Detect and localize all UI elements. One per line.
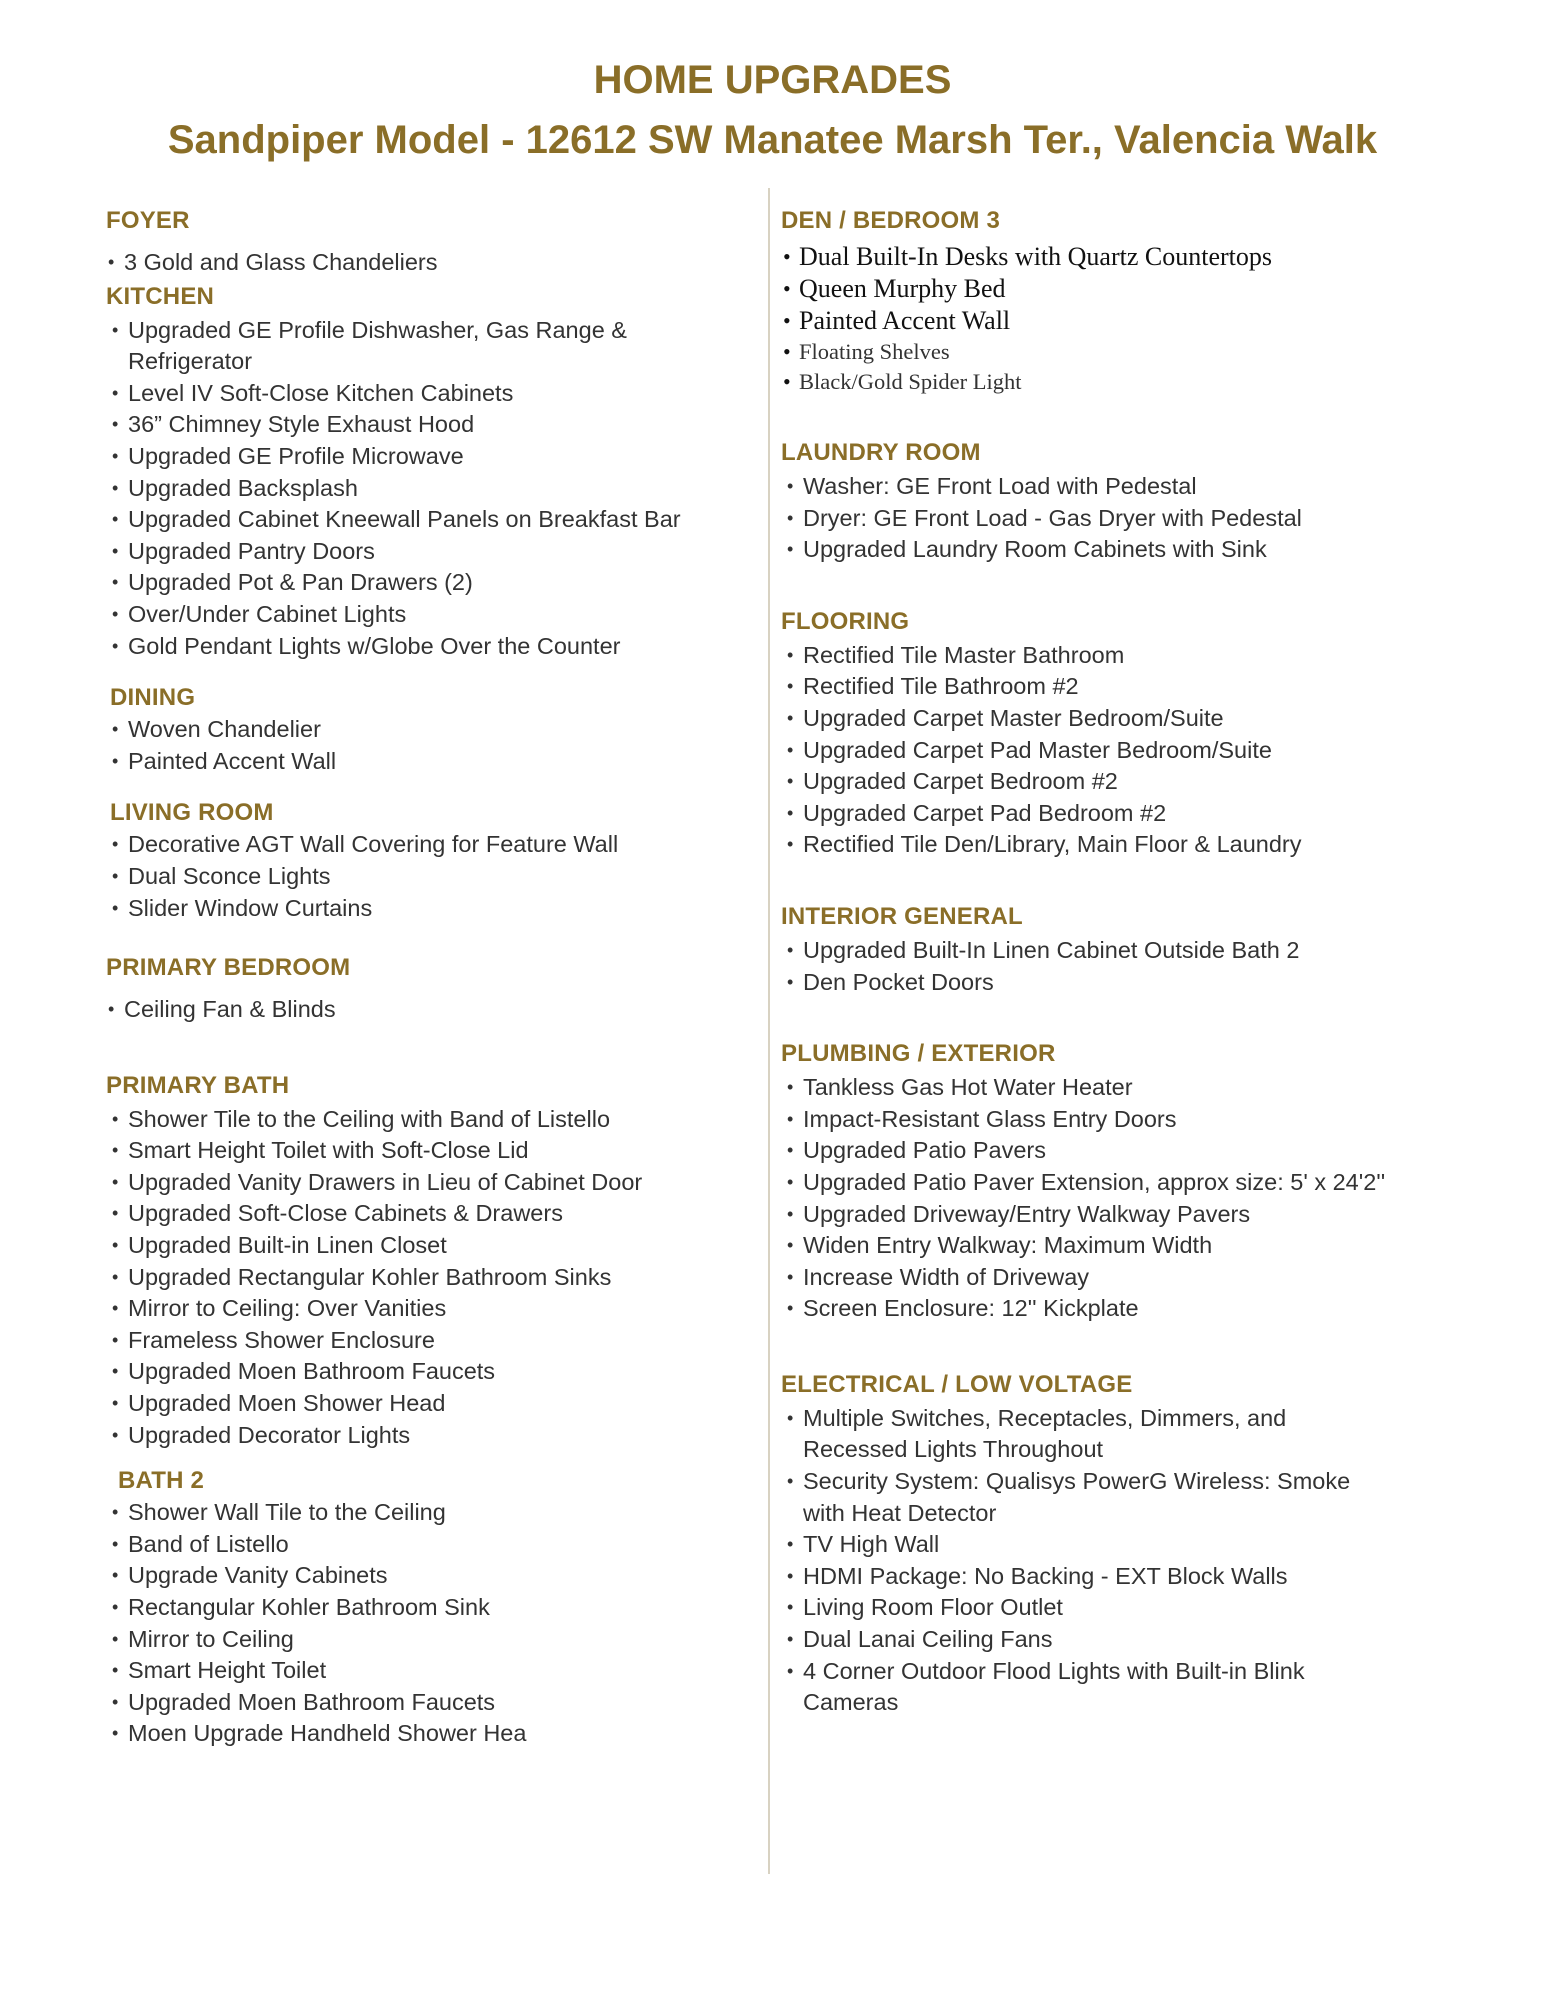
section-heading: BATH 2 xyxy=(118,1467,205,1495)
section-bath-2 xyxy=(106,1465,746,1750)
list-item: • Queen Murphy Bed xyxy=(781,273,1481,305)
list-item: • Screen Enclosure: 12'' Kickplate xyxy=(785,1293,1481,1325)
list-item: • Upgraded Patio Paver Extension, approx size: 5' x 24'2'' xyxy=(785,1167,1481,1199)
list-item: • 4 Corner Outdoor Flood Lights with Built-in Blink Cameras xyxy=(785,1656,1385,1719)
list-item: • Floating Shelves xyxy=(781,337,1481,367)
list-item: • Smart Height Toilet xyxy=(110,1655,746,1687)
section-plumbing-exterior xyxy=(781,1038,1481,1325)
section-foyer xyxy=(106,205,746,279)
list-item: • Upgraded Moen Bathroom Faucets xyxy=(110,1687,746,1719)
list-item: • Rectified Tile Den/Library, Main Floor & Laundry xyxy=(785,829,1481,861)
list-item: • Dual Sconce Lights xyxy=(110,861,746,893)
list-item: • Over/Under Cabinet Lights xyxy=(110,599,746,631)
section-heading: FLOORING xyxy=(781,607,910,635)
list-item: • Impact-Resistant Glass Entry Doors xyxy=(785,1104,1481,1136)
list-item: • HDMI Package: No Backing - EXT Block Walls xyxy=(785,1561,1385,1593)
list-item: • Upgraded Carpet Pad Bedroom #2 xyxy=(785,798,1481,830)
list-item: • Upgraded Built-In Linen Cabinet Outside Bath 2 xyxy=(785,935,1481,967)
list-item: • Painted Accent Wall xyxy=(110,746,746,778)
list-item: • Increase Width of Driveway xyxy=(785,1262,1481,1294)
list-item: • Dual Lanai Ceiling Fans xyxy=(785,1624,1385,1656)
section-heading: PRIMARY BATH xyxy=(106,1071,290,1099)
list-item: • Decorative AGT Wall Covering for Feature Wall xyxy=(110,829,746,861)
list-item: • Living Room Floor Outlet xyxy=(785,1592,1385,1624)
list-item: • Upgraded Moen Shower Head xyxy=(110,1388,746,1420)
section-flooring xyxy=(781,606,1481,861)
document-header xyxy=(0,52,1545,168)
list-item: • Black/Gold Spider Light xyxy=(781,367,1481,397)
section-kitchen xyxy=(106,281,746,663)
list-item: • 36” Chimney Style Exhaust Hood xyxy=(110,409,746,441)
list-item: • Upgraded Carpet Bedroom #2 xyxy=(785,766,1481,798)
list-item: • TV High Wall xyxy=(785,1529,1385,1561)
section-heading: ELECTRICAL / LOW VOLTAGE xyxy=(781,1370,1133,1398)
right-column xyxy=(781,205,1481,1719)
list-item: • Upgraded Pantry Doors xyxy=(110,536,746,568)
list-item: • Mirror to Ceiling xyxy=(110,1624,746,1656)
list-item: • Rectangular Kohler Bathroom Sink xyxy=(110,1592,746,1624)
list-item: • Upgraded GE Profile Microwave xyxy=(110,441,746,473)
list-item: • Upgraded Driveway/Entry Walkway Pavers xyxy=(785,1199,1481,1231)
section-heading: INTERIOR GENERAL xyxy=(781,902,1023,930)
list-item: • Rectified Tile Bathroom #2 xyxy=(785,671,1481,703)
list-item: • Multiple Switches, Receptacles, Dimmers, and Recessed Lights Throughout xyxy=(785,1403,1385,1466)
section-dining xyxy=(106,682,746,777)
list-item: • Gold Pendant Lights w/Globe Over the Counter xyxy=(110,631,746,663)
list-item: • Moen Upgrade Handheld Shower Hea xyxy=(110,1718,746,1750)
list-item: • Band of Listello xyxy=(110,1529,746,1561)
list-item: • Woven Chandelier xyxy=(110,714,746,746)
list-item: • Slider Window Curtains xyxy=(110,893,746,925)
list-item: • Den Pocket Doors xyxy=(785,967,1481,999)
list-item: • Washer: GE Front Load with Pedestal xyxy=(785,471,1481,503)
section-interior-general xyxy=(781,901,1481,998)
list-item: • Upgrade Vanity Cabinets xyxy=(110,1560,746,1592)
section-heading: FOYER xyxy=(106,207,190,234)
section-heading: DINING xyxy=(110,684,196,712)
list-item: • Upgraded Moen Bathroom Faucets xyxy=(110,1356,746,1388)
list-item: • Security System: Qualisys PowerG Wireless: Smoke with Heat Detector xyxy=(785,1466,1385,1529)
list-item: • Shower Tile to the Ceiling with Band of Listello xyxy=(110,1104,746,1136)
list-item: • Frameless Shower Enclosure xyxy=(110,1325,746,1357)
section-heading: DEN / BEDROOM 3 xyxy=(781,207,1001,234)
section-den-bedroom-3 xyxy=(781,205,1481,397)
section-laundry-room xyxy=(781,437,1481,566)
list-item: • Tankless Gas Hot Water Heater xyxy=(785,1072,1481,1104)
list-item: • Upgraded Rectangular Kohler Bathroom Sinks xyxy=(110,1262,746,1294)
list-item: • Upgraded Decorator Lights xyxy=(110,1420,746,1452)
list-item: • Upgraded Vanity Drawers in Lieu of Cabinet Door xyxy=(110,1167,746,1199)
list-item: • Upgraded GE Profile Dishwasher, Gas Range & Refrigerator xyxy=(110,315,746,378)
list-item: • 3 Gold and Glass Chandeliers xyxy=(106,247,746,279)
list-item: • Upgraded Built-in Linen Closet xyxy=(110,1230,746,1262)
list-item: • Upgraded Pot & Pan Drawers (2) xyxy=(110,567,746,599)
list-item: • Upgraded Carpet Master Bedroom/Suite xyxy=(785,703,1481,735)
section-electrical-low-voltage xyxy=(781,1369,1481,1719)
list-item: • Upgraded Laundry Room Cabinets with Sink xyxy=(785,534,1481,566)
section-heading: LAUNDRY ROOM xyxy=(781,439,981,466)
list-item: • Upgraded Soft-Close Cabinets & Drawers xyxy=(110,1198,746,1230)
list-item: • Level IV Soft-Close Kitchen Cabinets xyxy=(110,378,746,410)
list-item: • Upgraded Cabinet Kneewall Panels on Breakfast Bar xyxy=(110,504,746,536)
section-primary-bedroom xyxy=(106,952,746,1026)
section-heading: PRIMARY BEDROOM xyxy=(106,954,351,982)
list-item: • Painted Accent Wall xyxy=(781,305,1481,337)
list-item: • Smart Height Toilet with Soft-Close Lid xyxy=(110,1135,746,1167)
section-heading: LIVING ROOM xyxy=(110,799,274,827)
section-living-room xyxy=(106,797,746,924)
list-item: • Dryer: GE Front Load - Gas Dryer with Pedestal xyxy=(785,503,1481,535)
list-item: • Shower Wall Tile to the Ceiling xyxy=(110,1497,746,1529)
column-divider xyxy=(768,188,770,1874)
page-title: HOME UPGRADES xyxy=(593,58,952,102)
section-primary-bath xyxy=(106,1070,746,1452)
list-item: • Rectified Tile Master Bathroom xyxy=(785,640,1481,672)
list-item: • Dual Built-In Desks with Quartz Countertops xyxy=(781,241,1481,273)
list-item: • Widen Entry Walkway: Maximum Width xyxy=(785,1230,1481,1262)
list-item: • Upgraded Carpet Pad Master Bedroom/Suite xyxy=(785,735,1481,767)
list-item: • Ceiling Fan & Blinds xyxy=(106,994,746,1026)
list-item: • Mirror to Ceiling: Over Vanities xyxy=(110,1293,746,1325)
page-subtitle: Sandpiper Model - 12612 SW Manatee Marsh Ter., Valencia Walk xyxy=(167,118,1378,162)
list-item: • Upgraded Backsplash xyxy=(110,473,746,505)
section-heading: KITCHEN xyxy=(106,282,215,310)
left-column xyxy=(106,205,746,1750)
section-heading: PLUMBING / EXTERIOR xyxy=(781,1040,1056,1068)
list-item: • Upgraded Patio Pavers xyxy=(785,1135,1481,1167)
